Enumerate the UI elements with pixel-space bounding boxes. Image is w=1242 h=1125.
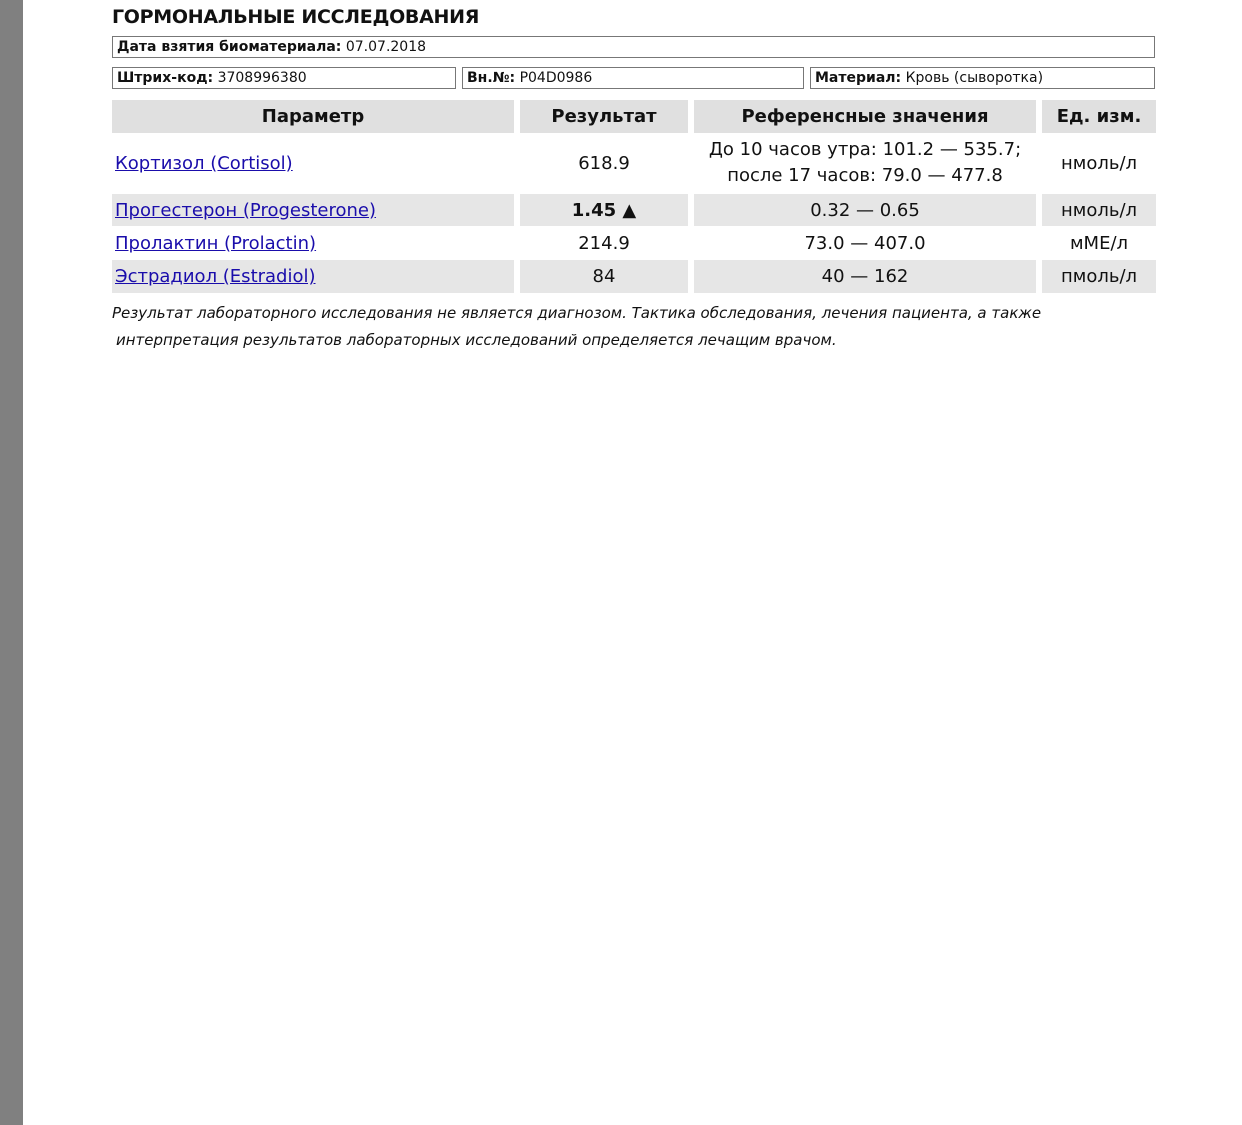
header-reference: Референсные значения <box>694 100 1036 133</box>
disclaimer-line-2: интерпретация результатов лабораторных исследований определяется лечащим врачом. <box>116 331 837 349</box>
barcode-value: 3708996380 <box>217 70 307 86</box>
parameter-cell <box>112 260 514 293</box>
reference-cell: 0.32 — 0.65 <box>694 194 1036 226</box>
units-cell: нмоль/л <box>1060 152 1138 174</box>
parameter-link-estradiol[interactable]: Эстрадиол (Estradiol) <box>115 266 316 287</box>
reference-cell: 73.0 — 407.0 <box>804 232 926 254</box>
units-cell: пмоль/л <box>1042 260 1156 293</box>
left-scrollbar-track <box>0 0 23 1125</box>
result-cell: 618.9 <box>578 152 630 174</box>
parameter-cell <box>112 227 514 259</box>
result-cell: 84 <box>520 260 688 293</box>
internal-number-field <box>462 67 804 89</box>
header-result: Результат <box>520 100 688 133</box>
barcode-field <box>112 67 456 89</box>
header-units: Ед. изм. <box>1042 100 1156 133</box>
units-cell: нмоль/л <box>1042 194 1156 226</box>
result-cell: 214.9 <box>578 232 630 254</box>
disclaimer-line-1: Результат лабораторного исследования не является диагнозом. Тактика обследования, лечения пациента, а также <box>112 304 1042 322</box>
internal-number-label: Вн.№: <box>467 70 516 86</box>
internal-number-value: P04D0986 <box>519 70 593 86</box>
disclaimer-note <box>112 300 1156 354</box>
sampling-date-field <box>112 36 1155 58</box>
parameter-link-cortisol[interactable]: Кортизол (Cortisol) <box>115 152 293 174</box>
result-cell-flagged-high: 1.45 ▲ <box>520 194 688 226</box>
material-value: Кровь (сыворотка) <box>905 70 1044 86</box>
reference-line-1: До 10 часов утра: 101.2 — 535.7; <box>708 139 1022 160</box>
reference-cell: 40 — 162 <box>694 260 1036 293</box>
table-row <box>112 227 1156 259</box>
reference-line-2: после 17 часов: 79.0 — 477.8 <box>727 165 1003 186</box>
parameter-cell <box>112 135 514 191</box>
units-cell: мМЕ/л <box>1069 232 1129 254</box>
sampling-date-label: Дата взятия биоматериала: <box>117 39 342 55</box>
table-row <box>112 260 1156 293</box>
parameter-link-prolactin[interactable]: Пролактин (Prolactin) <box>115 232 317 254</box>
reference-cell <box>694 135 1036 191</box>
barcode-label: Штрих-код: <box>117 70 214 86</box>
section-title: ГОРМОНАЛЬНЫЕ ИССЛЕДОВАНИЯ <box>112 6 480 28</box>
material-field <box>810 67 1155 89</box>
table-row <box>112 194 1156 226</box>
parameter-link-progesterone[interactable]: Прогестерон (Progesterone) <box>115 199 376 221</box>
header-parameter: Параметр <box>112 100 514 133</box>
material-label: Материал: <box>815 70 902 86</box>
sampling-date-value: 07.07.2018 <box>345 39 427 55</box>
parameter-cell <box>112 194 514 226</box>
table-row <box>112 135 1156 191</box>
